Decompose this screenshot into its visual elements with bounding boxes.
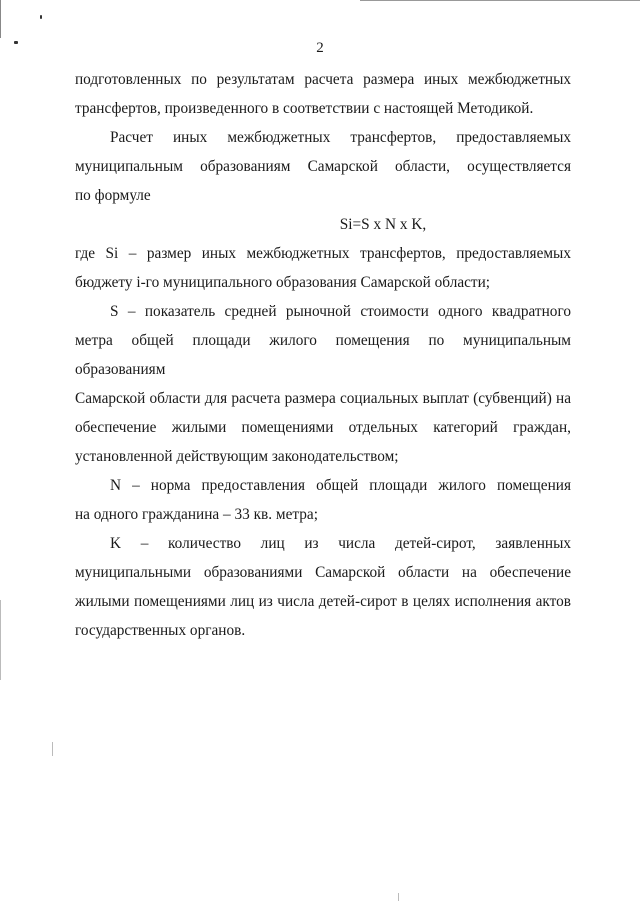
paragraph [75, 123, 571, 210]
paragraph [75, 471, 571, 529]
text-line: Самарской области для расчета размера социальных выплат (субвенций) на [75, 390, 571, 407]
text-line: где Si – размер иных межбюджетных трансфертов, предоставляемых [75, 245, 571, 262]
document-body [75, 65, 571, 645]
text-line: N – норма предоставления общей площади жилого помещения [110, 477, 571, 494]
text-line: по формуле [75, 187, 151, 204]
text-line: государственных органов. [75, 622, 246, 639]
paragraph [75, 65, 571, 123]
scan-speck [40, 15, 42, 19]
scan-edge-line [0, 600, 1, 680]
page-number: 2 [316, 40, 324, 56]
scan-top-edge [360, 0, 640, 1]
scan-speck [398, 893, 399, 901]
paragraph [75, 529, 571, 645]
text-line: установленной действующим законодательством; [75, 448, 399, 465]
paragraph [75, 239, 571, 297]
text-line: муниципальным образованиям Самарской области, осуществляется [75, 158, 571, 175]
text-line: трансфертов, произведенного в соответствии с настоящей Методикой. [75, 100, 534, 117]
text-line: Расчет иных межбюджетных трансфертов, предоставляемых [110, 129, 571, 146]
text-line: S – показатель средней рыночной стоимости одного квадратного [110, 303, 571, 320]
scan-edge-line [0, 0, 7, 38]
text-line: жилыми помещениями лиц из числа детей-сирот в целях исполнения актов [75, 593, 571, 610]
text-line: подготовленных по результатам расчета размера иных межбюджетных [75, 71, 571, 88]
text-line: муниципальными образованиями Самарской области на обеспечение [75, 564, 571, 581]
formula: Si=S x N x K, [339, 216, 427, 233]
text-line: K – количество лиц из числа детей-сирот, заявленных [110, 535, 571, 552]
text-line: на одного гражданина – 33 кв. метра; [75, 506, 318, 523]
paragraph [75, 297, 571, 471]
text-line: метра общей площади жилого помещения по муниципальным образованиям [75, 332, 571, 378]
text-line: обеспечение жилыми помещениями отдельных категорий граждан, [75, 419, 571, 436]
scan-speck [52, 742, 53, 756]
text-line: бюджету i-го муниципального образования Самарской области; [75, 274, 491, 291]
